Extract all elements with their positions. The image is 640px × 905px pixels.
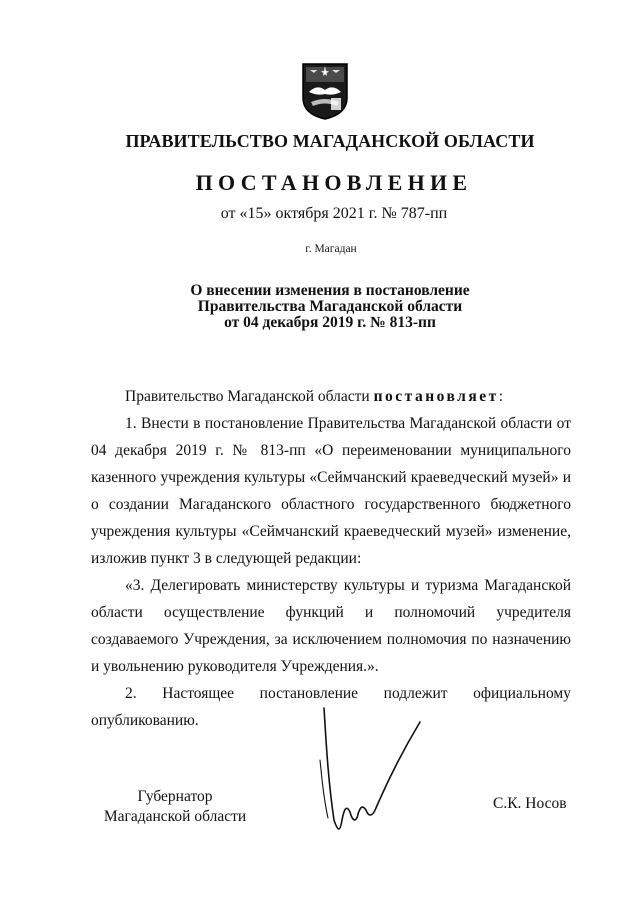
document-type-title: ПОСТАНОВЛЕНИЕ xyxy=(195,170,473,195)
signatory-name: С.К. Носов xyxy=(493,795,567,812)
document-city: г. Магадан xyxy=(305,243,357,255)
signatory-title xyxy=(95,787,255,827)
paragraph-item-2: 2. Настоящее постановление подлежит официальному xyxy=(125,685,571,702)
document-number: от «15» октября 2021 г. № 787-пп xyxy=(220,205,448,222)
signatory-position: Губернатор xyxy=(137,788,213,805)
coat-of-arms-icon xyxy=(301,62,349,120)
subject-line: от 04 декабря 2019 г. № 813-пп xyxy=(224,314,436,331)
paragraph-quote: «3. Делегировать министерству культуры и туризма Магаданской области осуществление функций и полномочий учредителя создаваемого Учреждения, за исключением полномочия по назначению и увольнению руководителя Учреждения.». xyxy=(91,577,571,675)
intro-paragraph xyxy=(91,383,571,410)
subject-line: Правительства Магаданской области xyxy=(197,298,463,315)
decree-word: постановляет xyxy=(373,388,499,405)
intro-text: Правительство Магаданской области xyxy=(125,388,374,405)
intro-colon: : xyxy=(498,388,504,405)
subject-line: О внесении изменения в постановление xyxy=(190,282,470,299)
document-body xyxy=(91,383,571,734)
paragraph-item-1: 1. Внести в постановление Правительства Магаданской области от 04 декабря 2019 г. № 813-пп «О переименовании муниципального казенного учреждения культуры «Сеймчанский краеведческий музей» и о создании Магаданского областного государственного бюджетного учреждения культуры «Сеймчанский краеведческий музей» изменение, изложив пункт 3 в следующей редакции: xyxy=(91,415,571,567)
signatory-region: Магаданской области xyxy=(103,808,247,825)
document-subject xyxy=(0,283,640,331)
organization-title: ПРАВИТЕЛЬСТВО МАГАДАНСКОЙ ОБЛАСТИ xyxy=(125,131,535,151)
paragraph-item-2-continued: опубликованию. xyxy=(91,712,199,729)
handwritten-signature xyxy=(310,700,450,840)
